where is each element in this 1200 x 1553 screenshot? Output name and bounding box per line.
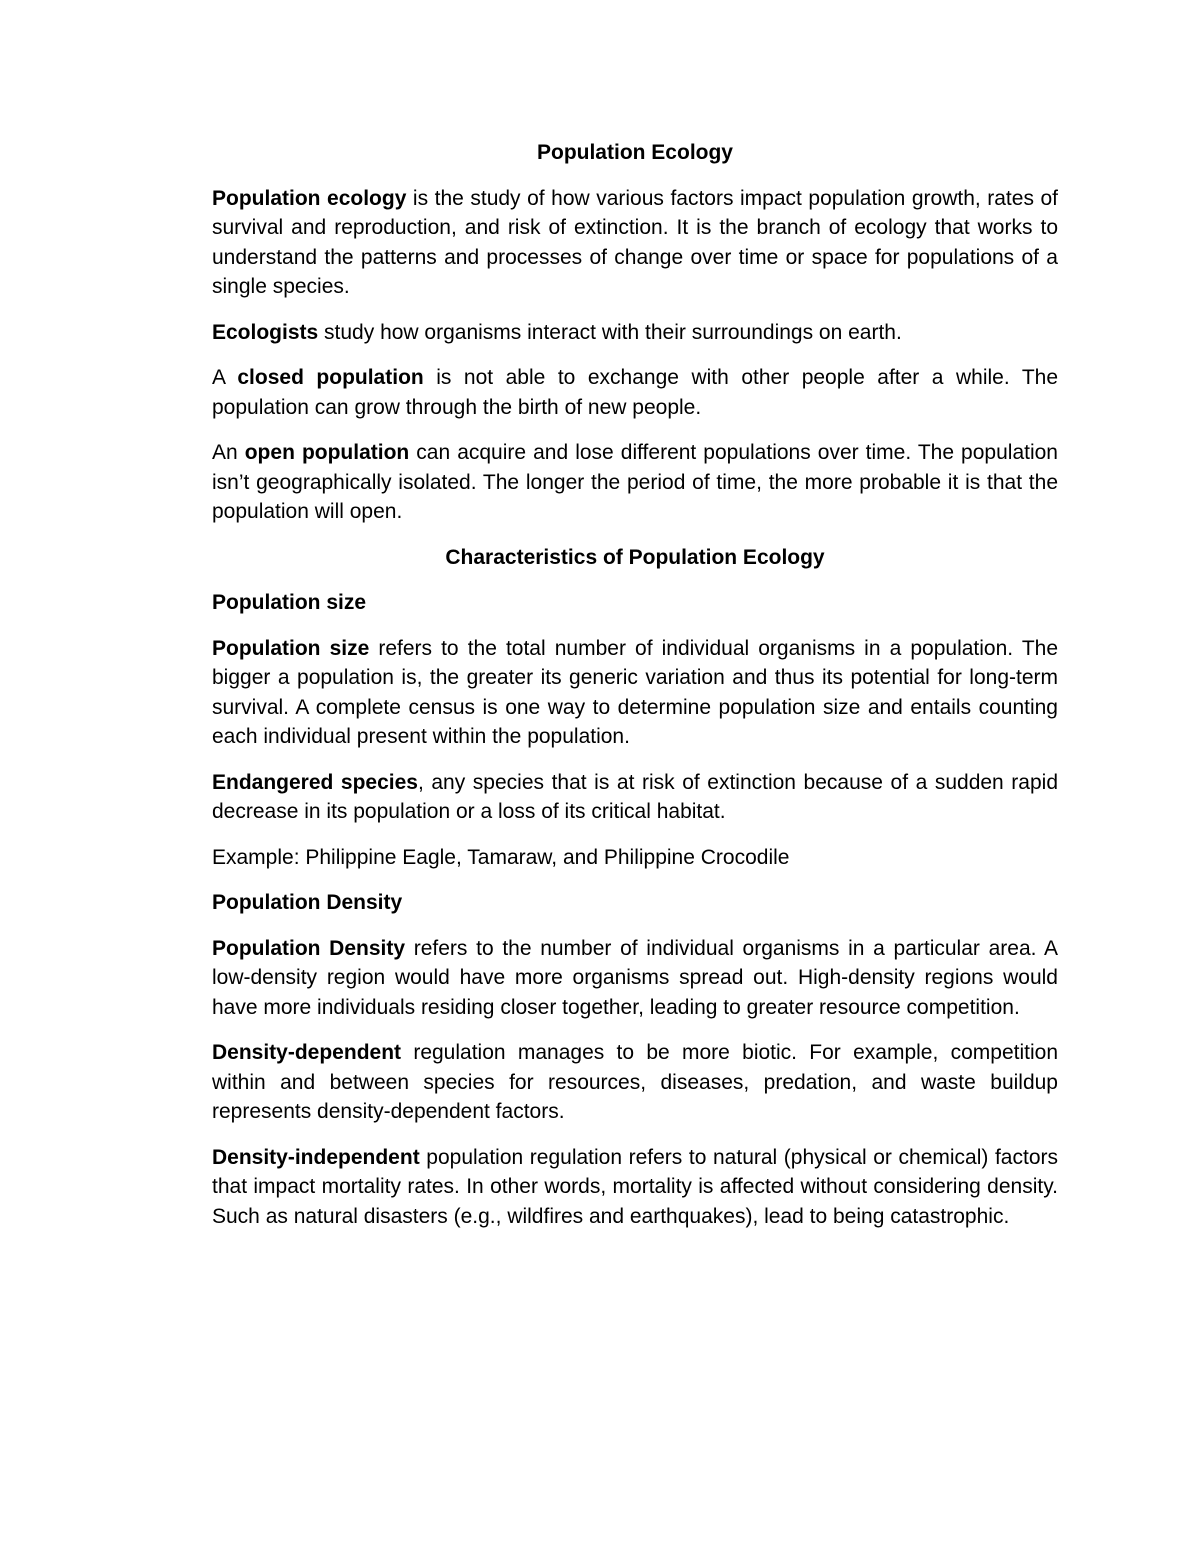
intro-paragraph (212, 184, 1058, 302)
ecologists-paragraph (212, 318, 1058, 348)
density-dependent-paragraph (212, 1038, 1058, 1127)
characteristics-heading: Characteristics of Population Ecology (445, 545, 825, 569)
term-density-independent: Density-independent (212, 1145, 420, 1169)
term-closed-population: closed population (237, 366, 424, 389)
term-endangered-species: Endangered species (212, 770, 418, 794)
density-independent-paragraph (212, 1143, 1058, 1232)
closed-population-text: is not able to exchange with other people after a while. The population can grow through the birth of new people. (212, 366, 1059, 419)
population-size-paragraph (212, 634, 1058, 752)
term-density-dependent: Density-dependent (212, 1041, 402, 1064)
density-dependent-text: regulation manages to be more biotic. For example, competition within and between species for resources, diseases, predation, and waste buildup represents density-dependent factors. (212, 1041, 1058, 1123)
ecologists-text: study how organisms interact with their surroundings on earth. (318, 320, 902, 344)
open-population-text: can acquire and lose different populations over time. The population isn’t geographically isolated. The longer the period of time, the more probable it is that the population will open. (212, 441, 1058, 523)
endangered-species-paragraph (212, 768, 1058, 827)
example-paragraph: Example: Philippine Eagle, Tamaraw, and Philippine Crocodile (212, 845, 790, 869)
population-size-heading: Population size (212, 591, 367, 614)
term-population-size: Population size (212, 636, 370, 660)
endangered-species-text: , any species that is at risk of extinction because of a sudden rapid decrease in its population or a loss of its critical habitat. (212, 770, 1058, 823)
term-open-population: open population (244, 441, 410, 464)
intro-text: is the study of how various factors impact population growth, rates of survival and reproduction, and risk of extinction. It is the branch of ecology that works to understand the patterns and processes of change over time or space for populations of a single species. (212, 186, 1058, 298)
term-population-density: Population Density (212, 936, 406, 960)
closed-population-paragraph (212, 363, 1058, 422)
density-independent-text: population regulation refers to natural (physical or chemical) factors that impact mortality rates. In other words, mortality is affected without considering density. Such as natural disasters (e.g., wildfires and earthquakes), lead to being catastrophic. (212, 1145, 1058, 1228)
population-density-text: refers to the number of individual organisms in a particular area. A low-density region would have more organisms spread out. High-density regions would have more individuals residing closer together, leading to greater resource competition. (212, 936, 1058, 1019)
population-density-heading: Population Density (212, 891, 403, 914)
document-title: Population Ecology (536, 141, 733, 164)
term-ecologists: Ecologists (212, 320, 319, 344)
document-page (212, 138, 1058, 1247)
population-density-paragraph (212, 934, 1058, 1023)
open-population-prefix: An (212, 441, 245, 464)
open-population-paragraph (212, 438, 1058, 527)
population-size-text: refers to the total number of individual organisms in a population. The bigger a population is, the greater its generic variation and thus its potential for long-term survival. A complete census is one way to determine population size and entails counting each individual present within the population. (212, 636, 1058, 748)
term-population-ecology: Population ecology (212, 186, 407, 210)
closed-population-prefix: A (212, 366, 238, 389)
